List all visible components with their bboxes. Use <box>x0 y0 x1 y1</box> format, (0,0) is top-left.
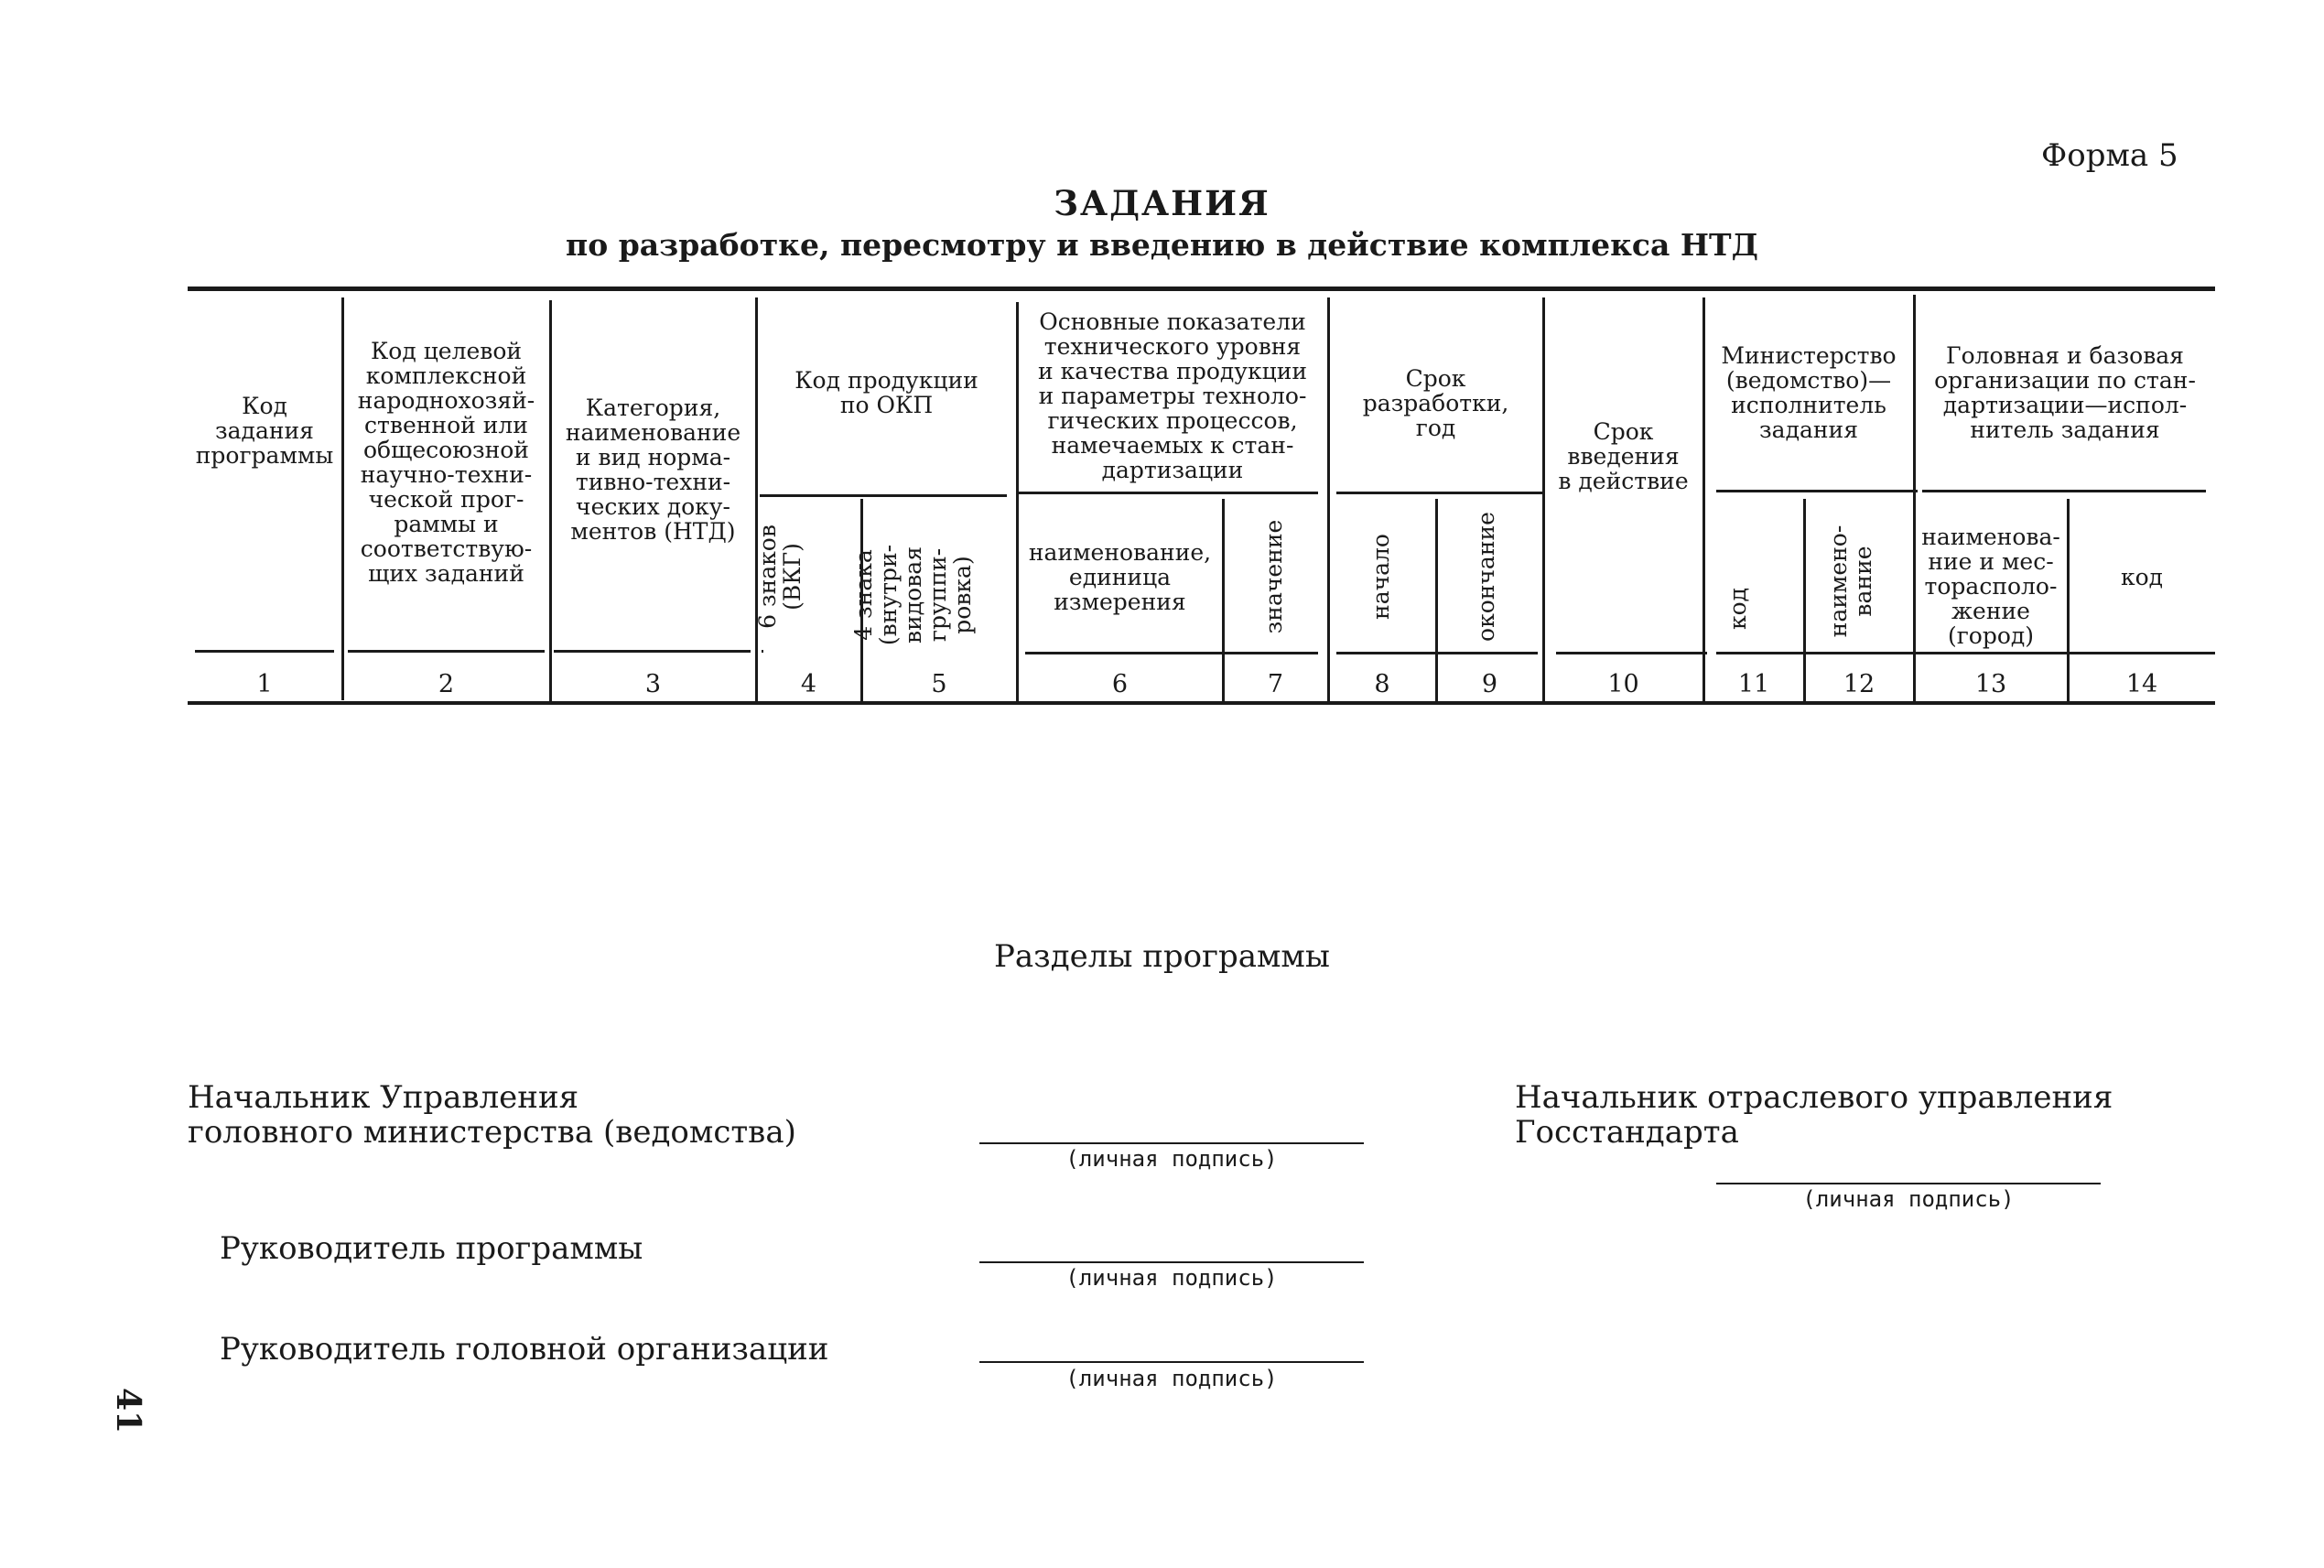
signature-note: (личная подпись) <box>1065 1265 1278 1291</box>
document-subtitle: по разработке, пересмотру и введению в действие комплекса НТД <box>566 227 1758 263</box>
signature-label-gosstandart-head: Начальник отраслевого управления Госстандарта <box>1515 1079 2113 1151</box>
header-four-digits: 4 знака (внутри- видовая группи- ровка) <box>850 544 976 646</box>
signature-note: (личная подпись) <box>1065 1366 1278 1391</box>
header-okp-group: Код продукции по ОКП <box>794 367 978 418</box>
header-effective-term: Срок введения в действие <box>1558 418 1689 494</box>
signature-line <box>979 1142 1364 1144</box>
signature-label-organization-head: Руководитель головной организации <box>220 1331 829 1368</box>
col-number: 7 <box>1267 670 1284 698</box>
header-org-group: Головная и базовая организации по стан- дартизации—испол- нитель задания <box>1934 342 2196 443</box>
signature-label-program-head: Руководитель программы <box>220 1230 643 1267</box>
header-ministry-group: Министерство (ведомство)— исполнитель задания <box>1721 342 1897 443</box>
header-ntd-category: Категория, наименование и вид норма- тивно-техни- ческих доку- ментов (НТД) <box>565 395 741 545</box>
section-title: Разделы программы <box>994 938 1330 975</box>
signature-note: (личная подпись) <box>1065 1146 1278 1172</box>
header-name-unit: наименование, единица измерения <box>1028 538 1212 615</box>
col-number: 10 <box>1607 670 1639 698</box>
signature-line <box>1716 1183 2101 1184</box>
col-number: 2 <box>438 670 455 698</box>
signature-line <box>979 1361 1364 1363</box>
col-number: 3 <box>644 670 662 698</box>
header-ministry-code: код <box>1724 587 1751 631</box>
page-number: 41 <box>109 1387 148 1434</box>
header-quality-group: Основные показатели технического уровня и качества продукции и параметры техноло- гических процессов, намечаемых к стан- дартизации <box>1037 308 1308 483</box>
header-dev-term-group: Срок разработки, год <box>1362 365 1509 441</box>
header-ministry-name: наимено- вание <box>1825 524 1876 638</box>
col-number: 14 <box>2125 670 2158 698</box>
header-org-location: наименова- ние и мес- торасполо- жение (город) <box>1921 523 2060 649</box>
col-number: 12 <box>1843 670 1875 698</box>
header-task-code: Код задания программы <box>195 392 334 469</box>
header-end: окончание <box>1473 512 1499 642</box>
signature-label-ministry-head: Начальник Управления головного министерства (ведомства) <box>188 1079 796 1151</box>
header-start: начало <box>1367 534 1394 620</box>
header-program-code: Код целевой комплексной народнохозяй- ственной или общесоюзной научно-техни- ческой прог- раммы и соответствую- щих заданий <box>357 338 535 587</box>
col-number: 9 <box>1481 670 1498 698</box>
form-label: Форма 5 <box>2041 137 2178 174</box>
col-number: 6 <box>1111 670 1129 698</box>
header-six-digits: 6 знаков (ВКГ) <box>754 524 805 629</box>
col-number: 8 <box>1374 670 1390 698</box>
col-number: 11 <box>1737 670 1770 698</box>
document-title: ЗАДАНИЯ <box>1054 183 1270 223</box>
signature-line <box>979 1261 1364 1263</box>
header-value: значение <box>1260 519 1287 634</box>
col-number: 13 <box>1974 670 2007 698</box>
col-number: 1 <box>256 670 273 698</box>
col-number: 4 <box>800 670 817 698</box>
col-number: 5 <box>931 670 947 698</box>
signature-note: (личная подпись) <box>1802 1186 2015 1212</box>
header-org-code: код <box>2120 563 2164 590</box>
